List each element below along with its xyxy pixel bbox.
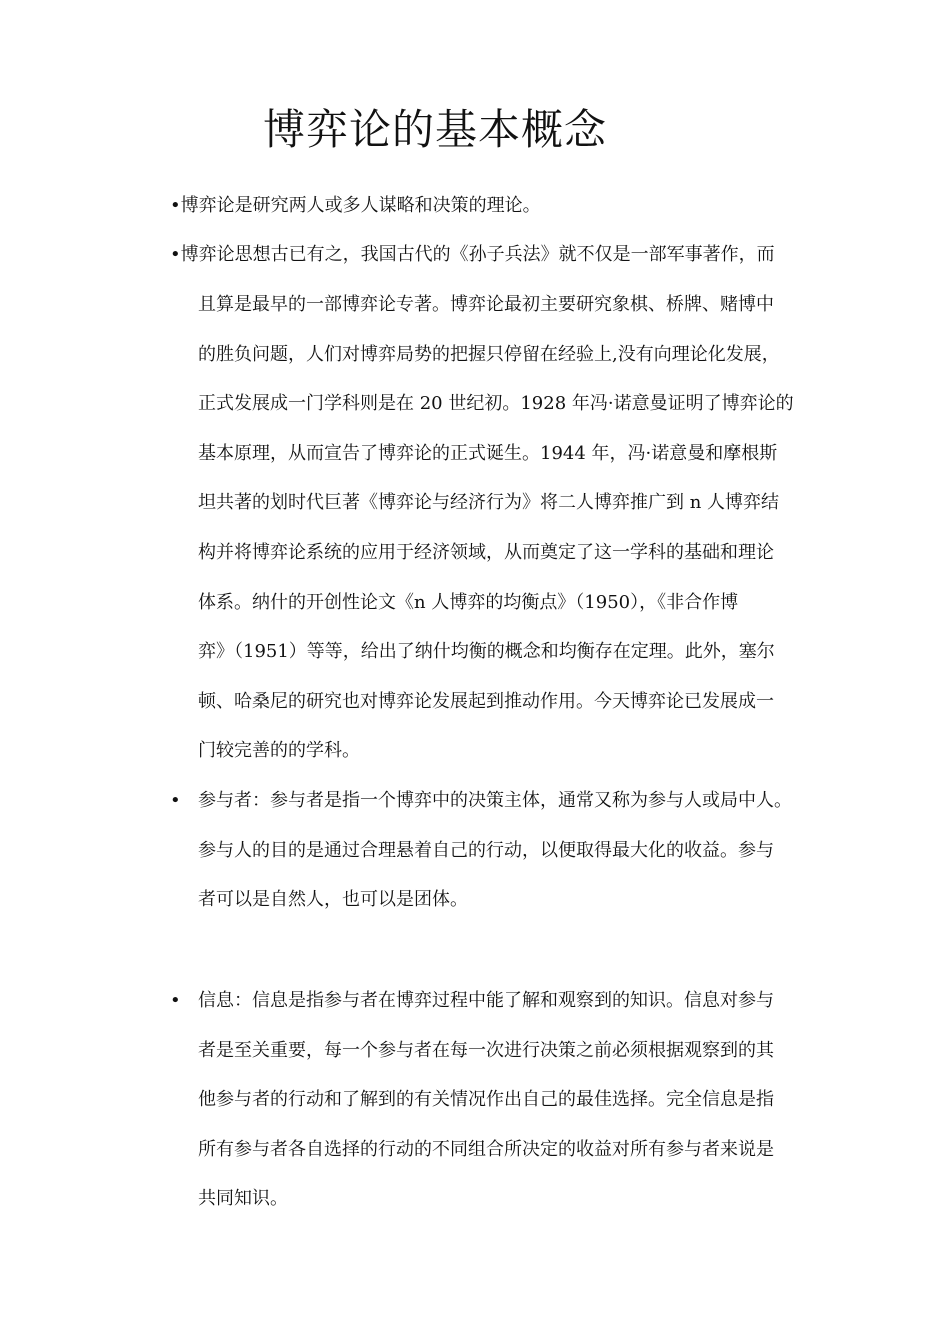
page-title: 博弈论的基本概念: [263, 105, 608, 154]
participants-bullet-icon: •: [170, 790, 181, 811]
history-line: 门较完善的的学科。: [198, 740, 360, 762]
participants-paragraph: [198, 776, 792, 925]
history-line: 顿、哈桑尼的研究也对博弈论发展起到推动作用。今天博弈论已发展成一: [198, 690, 774, 712]
participants-line: 者可以是自然人，也可以是团体。: [198, 889, 468, 911]
history-line: 基本原理，从而宣告了博弈论的正式诞生。1944 年，冯·诺意曼和摩根斯: [198, 442, 778, 464]
participants-line: 参与人的目的是通过合理悬着自己的行动，以便取得最大化的收益。参与: [198, 839, 774, 861]
history-paragraph: [170, 230, 775, 280]
history-line: 构并将博弈论系统的应用于经济领域，从而奠定了这一学科的基础和理论: [198, 541, 774, 563]
history-line: 的胜负问题，人们对博弈局势的把握只停留在经验上,没有向理论化发展，: [198, 343, 780, 365]
history-line: 坦共著的划时代巨著《博弈论与经济行为》将二人博弈推广到 n 人博弈结: [198, 492, 780, 514]
history-line: 且算是最早的一部博弈论专著。博弈论最初主要研究象棋、桥牌、赌博中: [198, 294, 774, 315]
intro-line: •博弈论是研究两人或多人谋略和决策的理论。: [170, 195, 541, 216]
information-line: 共同知识。: [198, 1188, 288, 1210]
information-bullet-icon: •: [170, 990, 181, 1011]
history-line: 体系。纳什的开创性论文《n 人博弈的均衡点》（1950），《非合作博: [198, 591, 739, 613]
information-line: 信息：信息是指参与者在博弈过程中能了解和观察到的知识。信息对参与: [198, 990, 774, 1011]
intro-paragraph: [170, 181, 541, 231]
history-line: 弈》（1951）等等，给出了纳什均衡的概念和均衡存在定理。此外，塞尔: [198, 641, 775, 663]
participants-line: 参与者：参与者是指一个博弈中的决策主体，通常又称为参与人或局中人。: [198, 790, 792, 811]
information-line: 所有参与者各自选择的行动的不同组合所决定的收益对所有参与者来说是: [198, 1138, 774, 1160]
information-paragraph: [198, 976, 774, 1224]
history-line: 正式发展成一门学科则是在 20 世纪初。1928 年冯·诺意曼证明了博弈论的: [198, 393, 794, 415]
history-continuation: [198, 280, 794, 776]
information-line: 者是至关重要，每一个参与者在每一次进行决策之前必须根据观察到的其: [198, 1039, 774, 1061]
history-line: •博弈论思想古已有之，我国古代的《孙子兵法》就不仅是一部军事著作，而: [170, 244, 775, 265]
information-line: 他参与者的行动和了解到的有关情况作出自己的最佳选择。完全信息是指: [198, 1089, 774, 1111]
